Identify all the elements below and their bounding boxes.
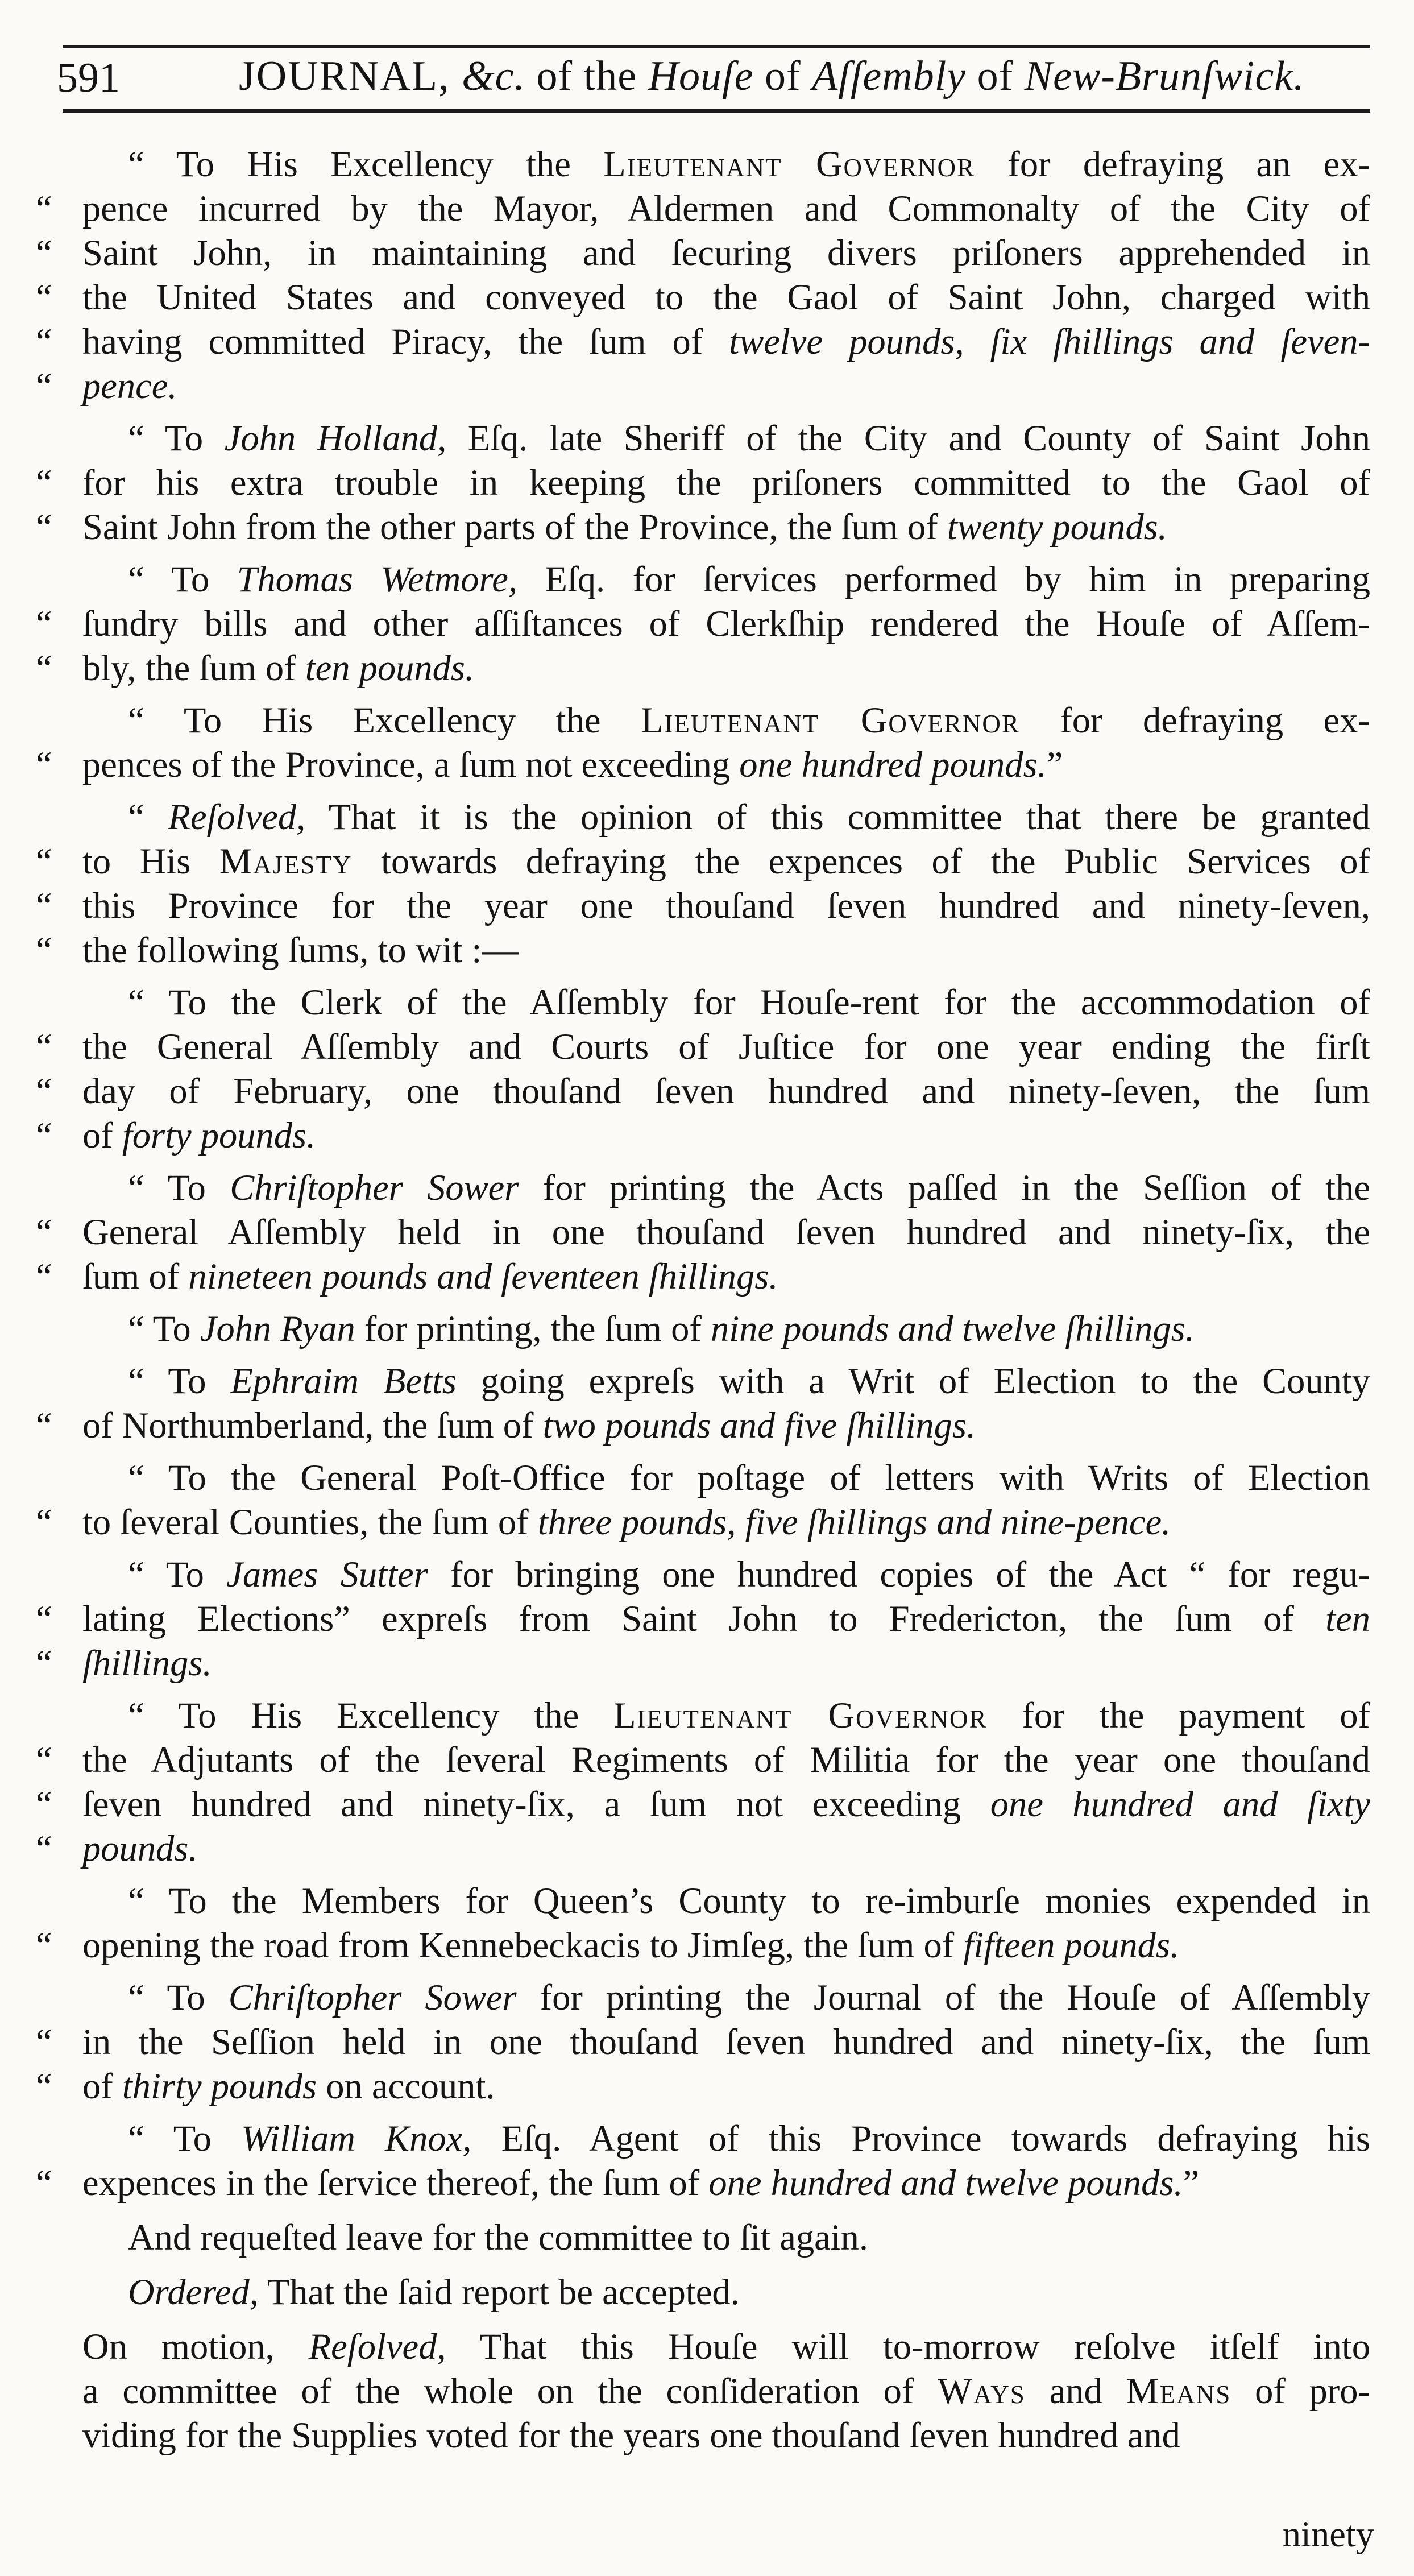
text-run: “ To	[128, 1167, 230, 1208]
text-line	[36, 1782, 1370, 1827]
text-line	[36, 646, 1370, 690]
text-run: “ To	[128, 1361, 231, 1401]
text-run: ”	[1183, 2163, 1200, 2203]
text-run: “ To His Excellency the	[128, 700, 641, 740]
text-line	[36, 1738, 1370, 1782]
page-number: 591	[57, 55, 120, 101]
continuation-quote-mark: “	[36, 277, 52, 317]
text-line	[36, 1923, 1370, 1968]
paragraph	[36, 1359, 1371, 1448]
text-run: And requeſted leave for the committee to ſit again.	[128, 2217, 869, 2258]
text-line	[36, 1025, 1370, 1069]
text-run: Reſolved,	[308, 2326, 446, 2367]
top-rule	[63, 45, 1370, 48]
text-run: “ To the Clerk of the Aſſembly for Houſe-rent for the accommodation of	[128, 982, 1370, 1022]
paragraph	[36, 795, 1370, 972]
text-run: Saint John from the other parts of the Province, the ſum of	[82, 507, 947, 547]
text-line	[36, 839, 1370, 884]
text-run: Saint John, in maintaining and ſecuring divers priſoners apprehended in	[82, 233, 1370, 273]
text-line	[36, 1113, 1370, 1158]
text-run: in the Seſſion held in one thouſand ſeven hundred and ninety-ſix, the ſum	[82, 2022, 1370, 2062]
continuation-quote-mark: “	[36, 1828, 52, 1869]
text-run: day of February, one thouſand ſeven hundred and ninety-ſeven, the ſum	[82, 1071, 1370, 1111]
text-line	[36, 1069, 1370, 1113]
text-run: pence incurred by the Mayor, Aldermen and Commonalty of the City of	[82, 188, 1370, 229]
text-run: That the ſaid report be accepted.	[258, 2272, 740, 2312]
text-run: Lieutenant Governor	[603, 144, 976, 184]
continuation-quote-mark: “	[36, 885, 52, 926]
continuation-quote-mark: “	[36, 1784, 52, 1824]
text-line	[36, 602, 1370, 646]
text-run: to His	[82, 841, 219, 881]
text-run: On motion,	[82, 2326, 309, 2367]
text-line	[36, 1597, 1370, 1641]
text-run: the Adjutants of the ſeveral Regiments of Militia for the year one thouſand	[82, 1740, 1370, 1780]
text-run: nineteen pounds and ſeventeen ſhillings.	[188, 1256, 778, 1297]
text-run: for printing the Acts paſſed in the Seſſion of the	[519, 1167, 1370, 1208]
text-run: opening the road from Kennebeckacis to Jimſeg, the ſum of	[82, 1925, 964, 1965]
text-run: pences of the Province, a ſum not exceeding	[82, 744, 740, 785]
header-rule	[63, 109, 1370, 113]
continuation-quote-mark: “	[36, 930, 52, 970]
continuation-quote-mark: “	[36, 2066, 52, 2106]
continuation-quote-mark: “	[36, 1740, 52, 1780]
text-line	[82, 1879, 1370, 1923]
text-line	[36, 1254, 1370, 1299]
text-line	[82, 1307, 1370, 1351]
text-run: of pro-	[1231, 2371, 1371, 2411]
text-run: ſhillings.	[82, 1643, 212, 1683]
paragraph	[82, 2270, 1370, 2314]
text-run: “ To	[128, 559, 237, 599]
text-run: Lieutenant Governor	[613, 1695, 988, 1736]
text-line	[82, 142, 1370, 187]
text-run: “ To	[128, 418, 225, 458]
text-line	[36, 2161, 1370, 2205]
text-run: Chriſtopher Sower	[230, 1167, 519, 1208]
text-line	[82, 698, 1370, 743]
text-run: Eſq. for ſervices performed by him in preparing	[517, 559, 1371, 599]
text-run: John Holland,	[224, 418, 447, 458]
continuation-quote-mark: “	[36, 233, 52, 273]
continuation-quote-mark: “	[36, 2163, 52, 2203]
text-line	[36, 1641, 1370, 1685]
text-run: to ſeveral Counties, the ſum of	[82, 1502, 538, 1542]
text-run: Thomas Wetmore,	[237, 559, 517, 599]
continuation-quote-mark: “	[36, 366, 52, 406]
text-run: and	[1025, 2371, 1126, 2411]
text-run: the United States and conveyed to the Gaol of Saint John, charged with	[82, 277, 1370, 317]
text-line	[36, 1827, 1370, 1871]
text-run: this Province for the year one thouſand ſeven hundred and ninety-ſeven,	[82, 885, 1370, 926]
text-run: John Ryan	[200, 1308, 355, 1349]
text-run: Eſq. late Sheriff of the City and County of Saint John	[446, 418, 1370, 458]
text-run: Lieutenant Governor	[640, 700, 1020, 740]
text-run: expences in the ſervice thereof, the ſum of	[82, 2163, 709, 2203]
text-line	[36, 1403, 1370, 1448]
paragraph	[82, 2325, 1370, 2458]
continuation-quote-mark: “	[36, 603, 52, 644]
continuation-quote-mark: “	[36, 1212, 52, 1252]
text-line	[36, 320, 1370, 364]
text-line	[82, 980, 1370, 1025]
text-run: Means	[1126, 2371, 1231, 2411]
text-line	[36, 364, 1370, 408]
text-line	[36, 2064, 1370, 2109]
text-run: three pounds, five ſhillings and nine-pence.	[537, 1502, 1171, 1542]
text-run: “ To	[128, 1554, 227, 1595]
text-run: pence.	[82, 366, 177, 406]
text-run: &c.	[462, 53, 526, 100]
text-run: “ To	[128, 1977, 229, 2018]
text-run: “ To	[128, 2118, 242, 2159]
text-run: fifteen pounds.	[963, 1925, 1180, 1965]
continuation-quote-mark: “	[36, 462, 52, 503]
catchword: ninety	[1282, 2514, 1374, 2554]
text-line	[82, 2270, 1370, 2314]
text-run: the following ſums, to wit :—	[82, 930, 519, 970]
text-run: ſum of	[82, 1256, 189, 1297]
text-run: ſeven hundred and ninety-ſix, a ſum not exceeding	[82, 1784, 990, 1824]
text-line	[82, 2325, 1370, 2369]
text-line	[82, 2215, 1370, 2260]
text-run: thirty pounds	[122, 2066, 317, 2106]
continuation-quote-mark: “	[36, 507, 52, 547]
text-run: Eſq. Agent of this Province towards defraying his	[471, 2118, 1371, 2159]
text-run: one hundred pounds.	[739, 744, 1047, 785]
continuation-quote-mark: “	[36, 2022, 52, 2062]
text-line	[82, 1552, 1370, 1597]
text-run: “ To the General Poſt-Office for poſtage of letters with Writs of Election	[128, 1457, 1370, 1498]
text-run: a committee of the whole on the conſideration of	[82, 2371, 938, 2411]
text-run: for defraying an ex-	[975, 144, 1371, 184]
text-run: Majesty	[219, 841, 353, 881]
text-run: towards defraying the expences of the Public Services of	[352, 841, 1370, 881]
text-run: of	[753, 53, 812, 100]
text-run: General Aſſembly held in one thouſand ſeven hundred and ninety-ſix, the	[82, 1212, 1370, 1252]
continuation-quote-mark: “	[36, 1026, 52, 1067]
paragraph	[36, 1166, 1370, 1299]
paragraph	[36, 1976, 1370, 2109]
text-line	[36, 187, 1370, 231]
text-run: bly, the ſum of	[82, 648, 305, 688]
body-text	[36, 142, 1371, 2466]
text-line	[36, 461, 1370, 505]
text-run: going expreſs with a Writ of Election to the County	[456, 1361, 1371, 1401]
text-run: of	[82, 1115, 122, 1156]
text-line	[36, 505, 1370, 549]
text-line	[82, 416, 1370, 461]
text-run: on account.	[317, 2066, 495, 2106]
text-line	[82, 2369, 1370, 2413]
text-run: ”	[1046, 744, 1063, 785]
continuation-quote-mark: “	[36, 841, 52, 881]
continuation-quote-mark: “	[36, 1502, 52, 1542]
text-run: of	[966, 53, 1025, 100]
text-run: Ordered,	[128, 2272, 259, 2312]
text-run: James Sutter	[226, 1554, 428, 1595]
continuation-quote-mark: “	[36, 648, 52, 688]
text-run: William Knox,	[241, 2118, 472, 2159]
text-run: New-Brunſwick.	[1024, 53, 1305, 100]
text-line	[82, 795, 1370, 839]
paragraph	[36, 980, 1370, 1158]
continuation-quote-mark: “	[36, 1405, 52, 1446]
text-line	[82, 1359, 1370, 1403]
text-run: for printing, the ſum of	[355, 1308, 711, 1349]
text-line	[36, 884, 1370, 928]
text-run: the General Aſſembly and Courts of Juſtice for one year ending the firſt	[82, 1026, 1370, 1067]
continuation-quote-mark: “	[36, 1643, 52, 1683]
paragraph	[36, 698, 1370, 787]
continuation-quote-mark: “	[36, 1598, 52, 1639]
text-line	[82, 1693, 1370, 1738]
running-head	[239, 52, 1305, 101]
text-run: for printing the Journal of the Houſe of Aſſembly	[516, 1977, 1370, 2018]
text-run: having committed Piracy, the ſum of	[82, 321, 729, 362]
text-run: for bringing one hundred copies of the Act “ for regu-	[428, 1554, 1371, 1595]
text-run: Aſſembly	[812, 53, 967, 100]
text-run: Reſolved,	[168, 797, 306, 837]
text-line	[82, 557, 1370, 602]
continuation-quote-mark: “	[36, 1925, 52, 1965]
text-run: ten pounds.	[305, 648, 475, 688]
paragraph	[36, 142, 1371, 408]
continuation-quote-mark: “	[36, 744, 52, 785]
text-run: for the payment of	[987, 1695, 1370, 1736]
paragraph	[36, 1693, 1370, 1871]
text-line	[82, 1166, 1370, 1210]
text-run: for his extra trouble in keeping the priſoners committed to the Gaol of	[82, 462, 1370, 503]
paragraph	[36, 1456, 1370, 1544]
text-run: ſundry bills and other aſſiſtances of Clerkſhip rendered the Houſe of Aſſem-	[82, 603, 1370, 644]
paragraph	[82, 1307, 1370, 1351]
text-run: That it is the opinion of this committee that there be granted	[305, 797, 1370, 837]
text-line	[82, 1456, 1370, 1500]
paragraph	[36, 2117, 1371, 2205]
paragraph	[36, 1879, 1370, 1968]
text-run: “ To	[128, 1308, 200, 1349]
continuation-quote-mark: “	[36, 1115, 52, 1156]
text-run: ten	[1325, 1598, 1370, 1639]
text-line	[36, 1500, 1370, 1544]
text-run: Ways	[938, 2371, 1026, 2411]
text-line	[36, 1210, 1370, 1254]
text-run: twelve pounds, ſix ſhillings and ſeven-	[729, 321, 1370, 362]
text-line	[36, 2020, 1370, 2064]
paragraph	[36, 557, 1371, 690]
text-run: forty pounds.	[122, 1115, 316, 1156]
text-line	[82, 1976, 1370, 2020]
paragraph	[36, 416, 1370, 549]
continuation-quote-mark: “	[36, 1256, 52, 1297]
text-run: “ To His Excellency the	[128, 144, 604, 184]
text-run: Chriſtopher Sower	[228, 1977, 517, 2018]
continuation-quote-mark: “	[36, 1071, 52, 1111]
text-run: one hundred and twelve pounds.	[708, 2163, 1183, 2203]
text-run: lating Elections” expreſs from Saint John to Fredericton, the ſum of	[82, 1598, 1326, 1639]
text-run: pounds.	[82, 1828, 198, 1869]
text-run: of the	[525, 53, 648, 100]
text-run: of Northumberland, the ſum of	[82, 1405, 543, 1446]
continuation-quote-mark: “	[36, 188, 52, 229]
paragraph	[36, 1552, 1371, 1685]
text-run: “ To the Members for Queen’s County to re-imburſe monies expended in	[128, 1881, 1370, 1921]
text-line	[36, 928, 1370, 972]
text-line	[36, 231, 1370, 275]
text-run: viding for the Supplies voted for the years one thouſand ſeven hundred and	[82, 2415, 1180, 2455]
text-run: “	[128, 797, 168, 837]
text-run: Houſe	[648, 53, 754, 100]
text-line	[82, 2117, 1370, 2161]
text-run: That this Houſe will to-morrow reſolve itſelf into	[446, 2326, 1370, 2367]
text-run: “ To His Excellency the	[128, 1695, 614, 1736]
text-run: for defraying ex-	[1019, 700, 1370, 740]
text-run: one hundred and ſixty	[990, 1784, 1370, 1824]
text-line	[36, 275, 1370, 320]
text-run: of	[82, 2066, 122, 2106]
text-run: Ephraim Betts	[230, 1361, 457, 1401]
text-run: JOURNAL,	[239, 53, 462, 100]
text-run: twenty pounds.	[947, 507, 1167, 547]
text-line	[36, 743, 1370, 787]
text-line	[82, 2413, 1370, 2458]
paragraph	[82, 2215, 1370, 2260]
text-run: two pounds and five ſhillings.	[542, 1405, 976, 1446]
continuation-quote-mark: “	[36, 321, 52, 362]
text-run: nine pounds and twelve ſhillings.	[710, 1308, 1195, 1349]
